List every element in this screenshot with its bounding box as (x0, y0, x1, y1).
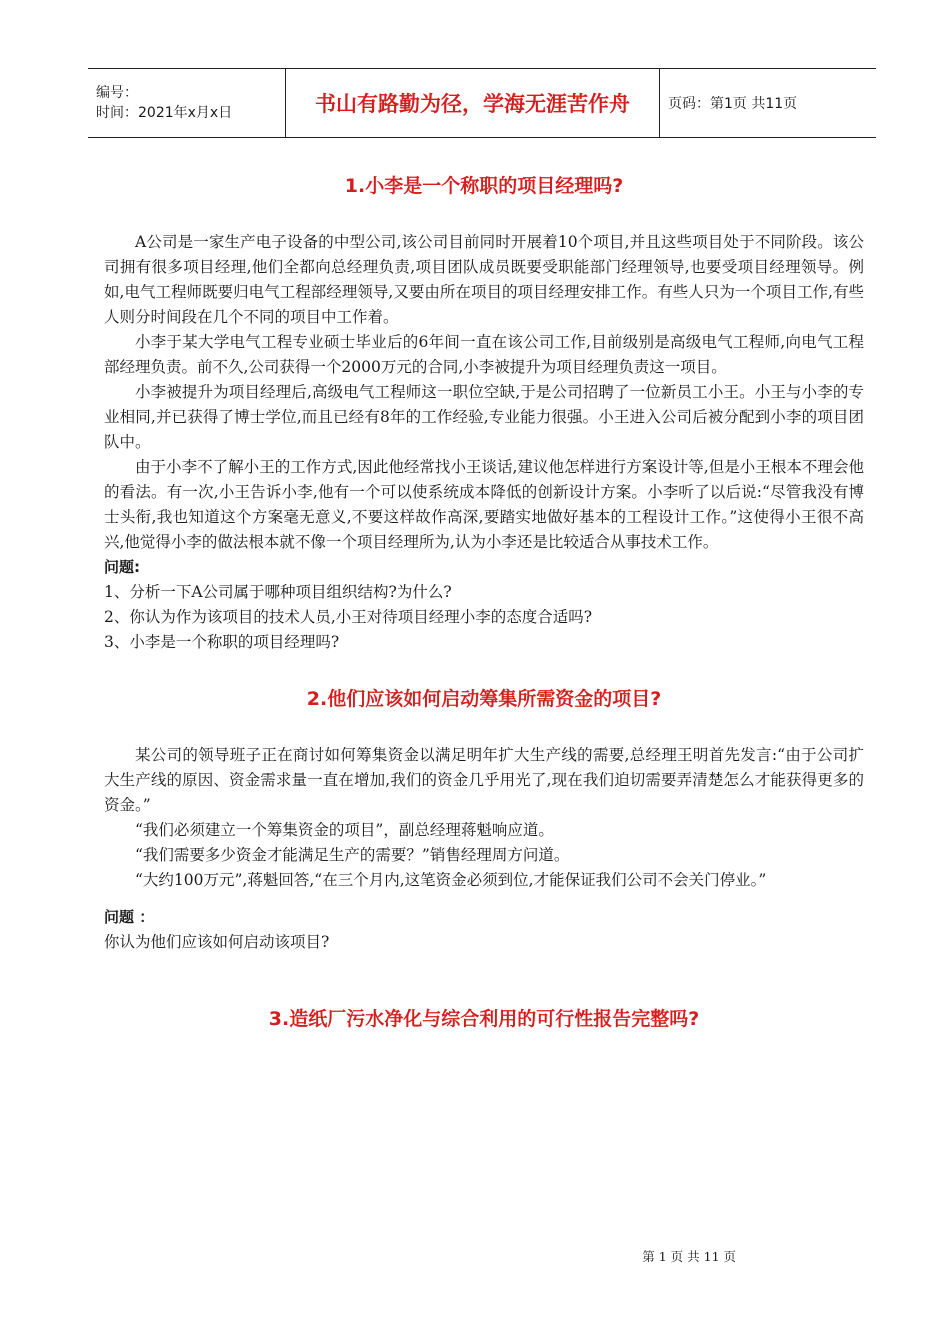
motto-text: 书山有路勤为径，学海无涯苦作舟 (315, 92, 630, 116)
paragraph: 小李被提升为项目经理后,高级电气工程师这一职位空缺,于是公司招聘了一位新员工小王。小王与小李的专业相同,并已获得了博士学位,而且已经有8年的工作经验,专业能力很强。小王进入公司后被分配到小李的项目团队中。 (104, 383, 864, 451)
question-heading: 问题: (104, 558, 140, 576)
paragraph: 某公司的领导班子正在商讨如何筹集资金以满足明年扩大生产线的需要,总经理王明首先发言:“由于公司扩大生产线的原因、资金需求量一直在增加,我们的资金几乎用光了,现在我们迫切需要弄清楚怎么才能获得更多的资金。” (104, 746, 864, 814)
question-heading: 问题 ： (104, 908, 155, 926)
section-title: 1.小李是一个称职的项目经理吗? (344, 175, 624, 197)
section-title: 3.造纸厂污水净化与综合利用的可行性报告完整吗? (268, 1008, 700, 1030)
page-footer: 第 1 页 共 11 页 (642, 1249, 736, 1264)
paragraph: “我们必须建立一个筹集资金的项目”，副总经理蒋魁响应道。 (135, 821, 554, 839)
question-item: 1、分析一下A公司属于哪种项目组织结构?为什么? (104, 583, 452, 601)
section-title: 2.他们应该如何启动筹集所需资金的项目? (306, 688, 662, 710)
question-item: 2、你认为作为该项目的技术人员,小王对待项目经理小李的态度合适吗? (104, 608, 593, 626)
header-page-cell (660, 69, 876, 137)
page-label: 页码：第1页 共11页 (668, 96, 798, 112)
header-motto-cell (286, 69, 660, 137)
question-item: 你认为他们应该如何启动该项目? (104, 933, 330, 951)
paragraph: 由于小李不了解小王的工作方式,因此他经常找小王谈话,建议他怎样进行方案设计等,但是小王根本不理会他的看法。有一次,小王告诉小李,他有一个可以使系统成本降低的创新设计方案。小李听了以后说:“尽管我没有博士头衔,我也知道这个方案毫无意义,不要这样故作高深,要踏实地做好基本的工程设计工作。”这使得小王很不高兴,他觉得小李的做法根本就不像一个项目经理所为,认为小李还是比较适合从事技术工作。 (104, 458, 864, 551)
paragraph: “大约100万元”,蒋魁回答,“在三个月内,这笔资金必须到位,才能保证我们公司不会关门停业。” (135, 871, 767, 889)
section-2 (104, 681, 864, 955)
paragraph: 小李于某大学电气工程专业硕士毕业后的6年间一直在该公司工作,目前级别是高级电气工程师,向电气工程部经理负责。前不久,公司获得一个2000万元的合同,小李被提升为项目经理负责这一项目。 (104, 333, 864, 376)
document-body (104, 168, 864, 1037)
question-item: 3、小李是一个称职的项目经理吗? (104, 633, 340, 651)
section-1 (104, 168, 864, 655)
number-label: 编号： (96, 85, 138, 101)
time-label: 时间：2021年x月x日 (96, 105, 233, 121)
paragraph: “我们需要多少资金才能满足生产的需要？”销售经理周方问道。 (135, 846, 570, 864)
paragraph: A公司是一家生产电子设备的中型公司,该公司目前同时开展着10个项目,并且这些项目处于不同阶段。该公司拥有很多项目经理,他们全都向总经理负责,项目团队成员既要受职能部门经理领导,也要受项目经理领导。例如,电气工程师既要归电气工程部经理领导,又要由所在项目的项目经理安排工作。有些人只为一个项目工作,有些人则分时间段在几个不同的项目中工作着。 (104, 233, 864, 326)
header-left-cell (88, 69, 286, 137)
section-3 (104, 1001, 864, 1037)
header-table (88, 68, 876, 138)
